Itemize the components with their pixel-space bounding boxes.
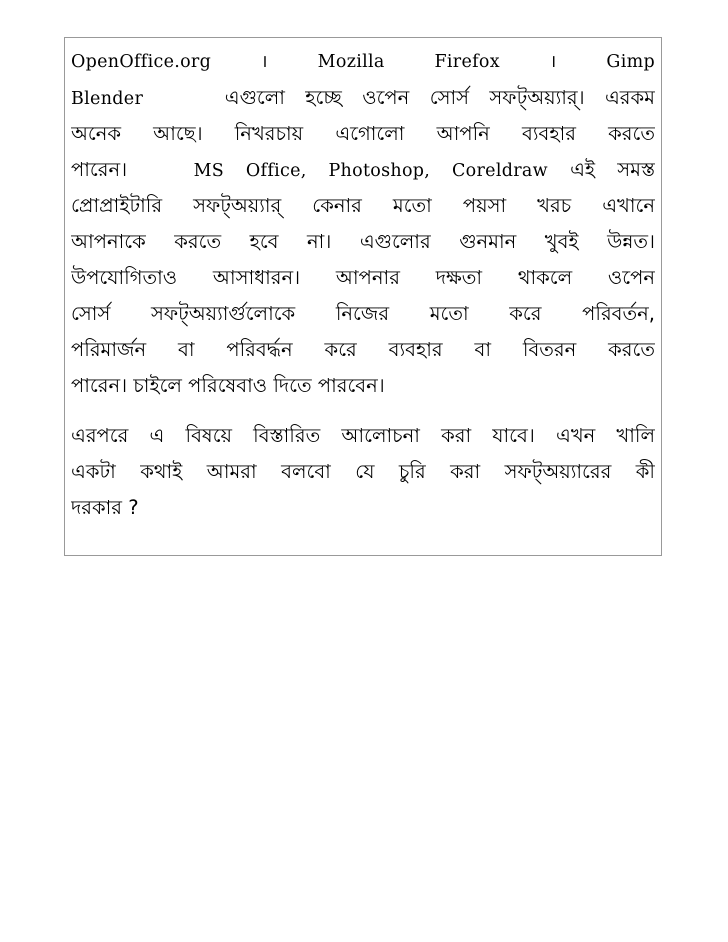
text-line: আপনাকে করতে হবে না। এগুলোর গুনমান খুবই উন্নত। (71, 230, 655, 253)
text-span-latin: MS Office, Photoshop, Coreldraw (193, 161, 548, 181)
text-line: একটা কথাই আমরা বলবো যে চুরি করা সফট্অয়্যারের কী (71, 460, 655, 483)
text-line: দরকার ? (71, 496, 139, 519)
text-line (71, 80, 655, 116)
text-line: সোর্স সফট্অয়্যার্গুলোকে নিজের মতো করে পরিবর্তন, (71, 302, 655, 325)
text-line: প্রোপ্রাইটারি সফট্অয়্যার্ কেনার মতো পয়সা খরচ এখানে (71, 194, 655, 217)
text-line: পারেন। চাইলে পরিষেবাও দিতে পারবেন। (71, 374, 385, 397)
text-line: পরিমার্জন বা পরিবর্দ্ধন করে ব্যবহার বা বিতরন করতে (71, 338, 655, 361)
text-line: OpenOffice.org । Mozilla Firefox । Gimp (71, 52, 655, 72)
text-span-latin: Blender (71, 89, 144, 109)
text-line: উপযোগিতাও আসাধারন। আপনার দক্ষতা থাকলে ওপেন (71, 266, 655, 289)
text-span: এগুলো হচ্ছে ওপেন সোর্স সফট্অয়্যার্। এরকম (224, 86, 655, 109)
paragraph-open-source-intro (71, 44, 655, 404)
paragraph-piracy-question (71, 418, 655, 526)
text-span: এই সমস্ত (570, 158, 655, 181)
text-line: অনেক আছে। নিখরচায় এগোলো আপনি ব্যবহার করতে (71, 122, 655, 145)
text-span: পারেন। (71, 158, 128, 181)
text-line (71, 152, 655, 188)
text-line: এরপরে এ বিষয়ে বিস্তারিত আলোচনা করা যাবে। এখন খালি (71, 424, 655, 447)
text-box (64, 37, 662, 556)
